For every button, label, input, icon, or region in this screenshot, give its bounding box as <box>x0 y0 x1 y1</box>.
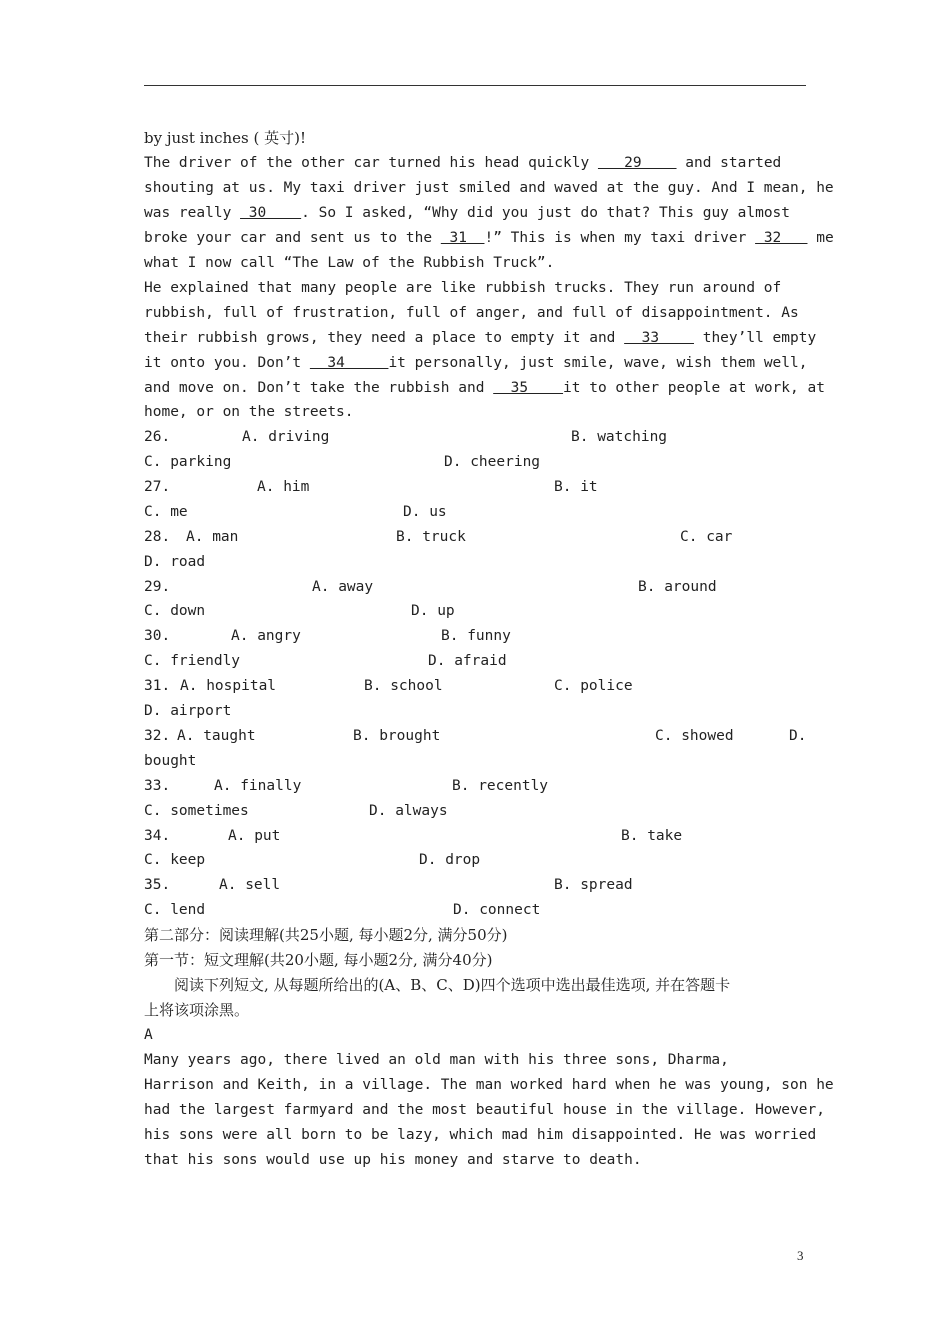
passage-line: what I now call “The Law of the Rubbish Truck”. <box>144 255 555 271</box>
text: and move on. Don’t take the rubbish and <box>144 380 494 396</box>
option-d[interactable]: D. us <box>403 504 447 520</box>
question-number: 33. <box>144 778 171 794</box>
option-d[interactable]: D. airport <box>144 703 232 719</box>
text: it onto you. Don’t <box>144 355 310 371</box>
blank-29[interactable]: 29 <box>597 155 677 171</box>
option-d[interactable]: D. always <box>369 803 448 819</box>
option-a[interactable]: A. driving <box>242 429 330 445</box>
option-a[interactable]: A. away <box>312 579 374 595</box>
option-c[interactable]: C. keep <box>144 852 206 868</box>
text: and started <box>676 155 782 171</box>
question-number: 32. <box>144 728 171 744</box>
option-d[interactable]: D. connect <box>453 902 541 918</box>
option-a[interactable]: A. hospital <box>180 678 277 694</box>
option-c[interactable]: C. parking <box>144 454 232 470</box>
option-d-text[interactable]: bought <box>144 753 197 769</box>
option-b[interactable]: B. recently <box>452 778 549 794</box>
option-b[interactable]: B. brought <box>353 728 441 744</box>
option-c[interactable]: C. showed <box>655 728 734 744</box>
passage-a-line: his sons were all born to be lazy, which mad him disappointed. He was worried <box>144 1127 817 1143</box>
passage-line <box>144 353 806 373</box>
option-d[interactable]: D. afraid <box>428 653 507 669</box>
question-number: 26. <box>144 429 171 445</box>
option-c[interactable]: C. down <box>144 603 206 619</box>
option-b[interactable]: B. school <box>364 678 443 694</box>
option-c[interactable]: C. car <box>680 529 733 545</box>
instructions: 阅读下列短文, 从每题所给出的(A、B、C、D)四个选项中选出最佳选项, 并在答题卡 <box>144 976 731 994</box>
text: it to other people at work, at <box>563 380 825 396</box>
option-b[interactable]: B. around <box>638 579 717 595</box>
passage-label: A <box>144 1027 153 1043</box>
text: me <box>807 230 834 246</box>
option-d[interactable]: D. drop <box>419 852 481 868</box>
text: The driver of the other car turned his head quickly <box>144 155 598 171</box>
section-heading: 第一节：短文理解(共20小题, 每小题2分, 满分40分) <box>144 951 493 969</box>
option-a[interactable]: A. finally <box>214 778 302 794</box>
text: they’ll empty <box>693 330 817 346</box>
option-a[interactable]: A. angry <box>231 628 301 644</box>
passage-a-line: had the largest farmyard and the most beautiful house in the village. However, <box>144 1102 825 1118</box>
passage-line <box>144 228 834 248</box>
option-b[interactable]: B. spread <box>554 877 633 893</box>
question-number: 28. <box>144 529 171 545</box>
text: it personally, just smile, wave, wish them well, <box>388 355 808 371</box>
page-number: 3 <box>797 1248 804 1263</box>
option-c[interactable]: C. friendly <box>144 653 241 669</box>
option-a[interactable]: A. put <box>228 828 281 844</box>
question-number: 34. <box>144 828 171 844</box>
blank-30[interactable]: 30 <box>240 205 302 221</box>
option-d[interactable]: D. up <box>411 603 455 619</box>
option-c[interactable]: C. lend <box>144 902 206 918</box>
passage-line <box>144 128 806 148</box>
text: by just inches ( 英寸)! <box>144 129 307 147</box>
question-number: 27. <box>144 479 171 495</box>
text: !” This is when my taxi driver <box>484 230 756 246</box>
passage-line <box>144 153 806 173</box>
option-d[interactable]: D. <box>789 728 807 744</box>
passage-line <box>144 378 825 398</box>
option-b[interactable]: B. funny <box>441 628 511 644</box>
blank-35[interactable]: 35 <box>493 380 564 396</box>
text: was really <box>144 205 241 221</box>
option-a[interactable]: A. taught <box>177 728 256 744</box>
passage-a-line: Harrison and Keith, in a village. The man worked hard when he was young, son he <box>144 1077 834 1093</box>
blank-33[interactable]: 33 <box>624 330 694 346</box>
passage-line: rubbish, full of frustration, full of anger, and full of disappointment. As <box>144 305 799 321</box>
passage-line <box>144 328 817 348</box>
question-number: 35. <box>144 877 171 893</box>
option-a[interactable]: A. man <box>186 529 239 545</box>
part-heading: 第二部分：阅读理解(共25小题, 每小题2分, 满分50分) <box>144 926 508 944</box>
option-d[interactable]: D. road <box>144 554 206 570</box>
instructions-cont: 上将该项涂黑。 <box>144 1001 250 1019</box>
option-b[interactable]: B. it <box>554 479 598 495</box>
passage-line: home, or on the streets. <box>144 404 354 420</box>
passage-line: shouting at us. My taxi driver just smiled and waved at the guy. And I mean, he <box>144 180 834 196</box>
header-rule <box>144 85 806 86</box>
passage-line <box>144 203 806 223</box>
option-b[interactable]: B. truck <box>396 529 466 545</box>
option-b[interactable]: B. watching <box>571 429 668 445</box>
option-a[interactable]: A. sell <box>219 877 281 893</box>
option-c[interactable]: C. sometimes <box>144 803 249 819</box>
blank-34[interactable]: 34 <box>309 355 389 371</box>
option-d[interactable]: D. cheering <box>444 454 541 470</box>
text: broke your car and sent us to the <box>144 230 441 246</box>
blank-32[interactable]: 32 <box>755 230 808 246</box>
blank-31[interactable]: 31 <box>440 230 485 246</box>
text: . So I asked, “Why did you just do that? This guy almost <box>301 205 791 221</box>
passage-a-line: that his sons would use up his money and starve to death. <box>144 1152 642 1168</box>
question-number: 29. <box>144 579 171 595</box>
option-b[interactable]: B. take <box>621 828 683 844</box>
option-c[interactable]: C. police <box>554 678 633 694</box>
option-c[interactable]: C. me <box>144 504 188 520</box>
option-a[interactable]: A. him <box>257 479 310 495</box>
passage-line: He explained that many people are like rubbish trucks. They run around of <box>144 280 782 296</box>
passage-a-line: Many years ago, there lived an old man with his three sons, Dharma, <box>144 1052 729 1068</box>
question-number: 31. <box>144 678 171 694</box>
text: their rubbish grows, they need a place to empty it and <box>144 330 625 346</box>
question-number: 30. <box>144 628 171 644</box>
